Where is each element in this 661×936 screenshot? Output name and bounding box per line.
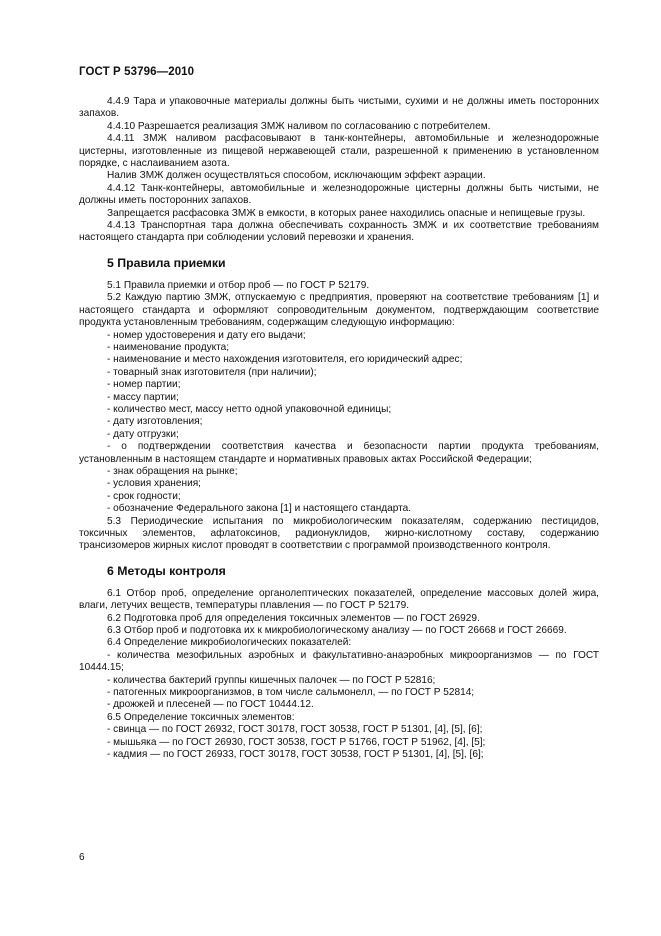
paragraph-4-4-13: 4.4.13 Транспортная тара должна обеспечивать сохранность ЗМЖ и их соответствие требованиям настоящего стандарта при соблюдении условий перевозки и хранения. (79, 220, 599, 244)
document-body (79, 96, 599, 762)
list-item: - обозначение Федерального закона [1] и настоящего стандарта. (107, 503, 412, 515)
paragraph-4-4-10: 4.4.10 Разрешается реализация ЗМЖ наливом по согласованию с потребителем. (107, 120, 491, 132)
list-item: - условия хранения; (107, 478, 201, 490)
paragraph-6-5: 6.5 Определение токсичных элементов: (107, 711, 295, 723)
list-item: - номер партии; (107, 379, 181, 391)
page-number: 6 (79, 852, 85, 863)
list-item: - номер удостоверения и дату его выдачи; (107, 329, 306, 341)
paragraph-5-2: 5.2 Каждую партию ЗМЖ, отпускаемую с предприятия, проверяют на соответствие требованиям [1] и настоящего стандарта и оформляют сопроводительным документом, подтверждающим соответствие продукта установленным требованиям, содержащим следующую информацию: (79, 292, 599, 329)
list-item: - свинца — по ГОСТ 26932, ГОСТ 30178, ГОСТ 30538, ГОСТ Р 51301, [4], [5], [6]; (107, 724, 483, 736)
paragraph-4-4-11-aeration: Налив ЗМЖ должен осуществляться способом, исключающим эффект аэрации. (107, 170, 486, 182)
paragraph-6-1: 6.1 Отбор проб, определение органолептических показателей, определение массовых долей жира, влаги, летучих веществ, температуры плавления — по ГОСТ Р 52179. (79, 587, 599, 612)
list-item: - дату изготовления; (107, 416, 203, 428)
list-item: - количества бактерий группы кишечных палочек — по ГОСТ Р 52816; (107, 674, 436, 686)
list-item: - знак обращения на рынке; (107, 465, 238, 477)
paragraph-6-4: 6.4 Определение микробиологических показателей: (107, 637, 352, 649)
paragraph-4-4-11: 4.4.11 ЗМЖ наливом расфасовывают в танк-контейнеры, автомобильные и железнодорожные цистерны, изготовленные из пищевой нержавеющей стали, разрешенной к применению в установленном порядке, с наслаиванием азота. (79, 133, 599, 170)
list-item: - наименование продукта; (107, 341, 230, 353)
list-item: - количества мезофильных аэробных и факультативно-анаэробных микроорганизмов — по ГОСТ 10444.15; (79, 649, 599, 674)
section-5-title: 5 Правила приемки (107, 255, 226, 270)
section-6-title: 6 Методы контроля (107, 563, 226, 578)
list-item: - патогенных микроорганизмов, в том числе сальмонелл, — по ГОСТ Р 52814; (107, 687, 475, 699)
paragraph-5-3: 5.3 Периодические испытания по микробиологическим показателям, содержанию пестицидов, токсичных элементов, афлатоксинов, радионуклидов, жирно-кислотному составу, содержанию трансизомеров жирных кислот проводят в соответствии с программой производственного контроля. (79, 515, 599, 552)
paragraph-6-2: 6.2 Подготовка проб для определения токсичных элементов — по ГОСТ 26929. (107, 612, 480, 624)
paragraph-4-4-12-prohibition: Запрещается расфасовка ЗМЖ в емкости, в которых ранее находились опасные и непищевые грузы. (107, 207, 586, 219)
list-item: - количество мест, массу нетто одной упаковочной единицы; (107, 403, 392, 415)
list-item: - срок годности; (107, 490, 181, 502)
paragraph-5-1: 5.1 Правила приемки и отбор проб — по ГОСТ Р 52179. (107, 279, 370, 291)
list-item: - кадмия — по ГОСТ 26933, ГОСТ 30178, ГОСТ 30538, ГОСТ Р 51301, [4], [5], [6]; (107, 749, 484, 761)
list-item: - о подтверждении соответствия качества и безопасности партии продукта требованиям, установленным в настоящем стандарте и нормативных правовых актах Российской Федерации; (79, 441, 599, 465)
list-item: - массу партии; (107, 391, 179, 403)
paragraph-4-4-9: 4.4.9 Тара и упаковочные материалы должны быть чистыми, сухими и не должны иметь посторонних запахов. (79, 96, 599, 120)
list-item: - дату отгрузки; (107, 428, 179, 440)
paragraph-4-4-12: 4.4.12 Танк-контейнеры, автомобильные и железнодорожные цистерны должны быть чистыми, не должны иметь посторонних запахов. (79, 182, 599, 207)
list-item: - наименование и место нахождения изготовителя, его юридический адрес; (107, 354, 463, 366)
list-item: - мышьяка — по ГОСТ 26930, ГОСТ 30538, ГОСТ Р 51766, ГОСТ Р 51962, [4], [5]; (107, 736, 486, 748)
list-item: - товарный знак изготовителя (при наличии); (107, 366, 317, 378)
list-item: - дрожжей и плесеней — по ГОСТ 10444.12. (107, 699, 314, 711)
standard-header: ГОСТ Р 53796—2010 (79, 66, 195, 78)
paragraph-6-3: 6.3 Отбор проб и подготовка их к микробиологическому анализу — по ГОСТ 26668 и ГОСТ 26669. (107, 625, 567, 637)
